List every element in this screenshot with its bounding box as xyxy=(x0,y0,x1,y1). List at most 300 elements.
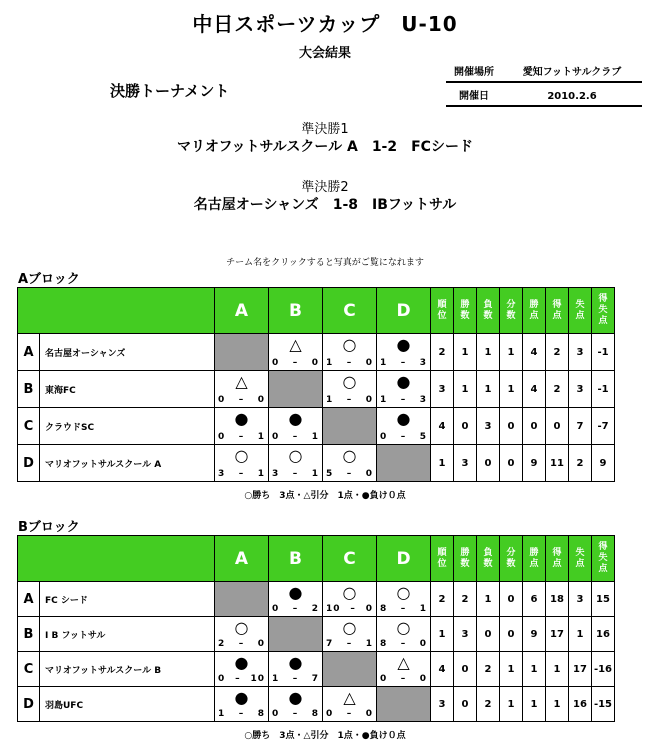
semi2-label: 準決勝2 xyxy=(301,180,349,195)
team-name-link[interactable]: 羽島UFC xyxy=(40,687,215,722)
row-label: D xyxy=(18,445,40,482)
stat-cell: 9 xyxy=(523,445,546,482)
stat-header xyxy=(546,536,569,582)
self-match-cell xyxy=(323,408,377,445)
row-label: D xyxy=(18,687,40,722)
stat-cell: 1 xyxy=(477,334,500,371)
stat-header xyxy=(546,288,569,334)
stat-header xyxy=(569,288,592,334)
team-name-link[interactable]: 東海FC xyxy=(40,371,215,408)
match-cell xyxy=(323,445,377,482)
result-icon: ● xyxy=(288,582,303,602)
col-header: D xyxy=(377,288,431,334)
score-dash: – xyxy=(400,431,407,442)
score-against: 1 xyxy=(311,431,319,442)
score-against: 0 xyxy=(257,638,265,649)
self-match-cell xyxy=(377,687,431,722)
stat-cell: -1 xyxy=(592,334,615,371)
stat-cell: 2 xyxy=(546,371,569,408)
match-cell xyxy=(215,371,269,408)
col-header: D xyxy=(377,536,431,582)
stat-cell: 1 xyxy=(500,687,523,722)
match-result xyxy=(269,688,322,721)
result-icon: ● xyxy=(396,334,411,354)
stat-header xyxy=(523,288,546,334)
result-icon: △ xyxy=(397,652,410,672)
match-score xyxy=(269,604,322,614)
score-for: 8 xyxy=(380,603,388,614)
match-result xyxy=(377,618,430,651)
score-for: 0 xyxy=(272,708,280,719)
stat-header-char: 得 xyxy=(598,294,608,304)
match-score xyxy=(269,358,322,368)
score-for: 0 xyxy=(380,431,388,442)
score-against: 5 xyxy=(419,431,427,442)
header-corner xyxy=(18,536,215,582)
stat-header xyxy=(592,536,615,582)
score-dash: – xyxy=(292,468,299,479)
result-icon: ● xyxy=(288,652,303,672)
match-cell xyxy=(215,408,269,445)
score-for: 0 xyxy=(218,673,226,684)
match-cell xyxy=(269,445,323,482)
header-corner xyxy=(18,288,215,334)
stat-cell: 4 xyxy=(431,652,454,687)
score-against: 0 xyxy=(365,357,373,368)
stat-cell: 9 xyxy=(592,445,615,482)
self-match-cell xyxy=(377,445,431,482)
page-subtitle: 大会結果 xyxy=(298,46,351,61)
match-cell xyxy=(215,445,269,482)
stat-cell: 3 xyxy=(431,371,454,408)
stat-header-char: 失 xyxy=(575,547,585,558)
score-for: 1 xyxy=(218,708,226,719)
stat-cell: 4 xyxy=(431,408,454,445)
score-for: 2 xyxy=(218,638,226,649)
stat-cell: 4 xyxy=(523,334,546,371)
score-against: 8 xyxy=(311,708,319,719)
score-dash: – xyxy=(238,468,245,479)
col-header: C xyxy=(323,288,377,334)
row-label: A xyxy=(18,334,40,371)
stat-cell: 9 xyxy=(523,617,546,652)
stat-header-char: 得 xyxy=(552,547,562,558)
result-icon: ○ xyxy=(396,582,411,602)
score-dash: – xyxy=(346,357,353,368)
team-row xyxy=(18,408,615,445)
match-score xyxy=(269,432,322,442)
header-row xyxy=(18,536,615,582)
stat-header-char: 数 xyxy=(483,558,493,569)
header-row xyxy=(18,288,615,334)
team-row xyxy=(18,687,615,722)
stat-header-char: 数 xyxy=(483,310,493,321)
match-result xyxy=(269,409,322,444)
stat-header-char: 数 xyxy=(506,310,516,321)
score-dash: – xyxy=(400,357,407,368)
match-result xyxy=(323,583,376,616)
stat-cell: 2 xyxy=(431,582,454,617)
row-label: C xyxy=(18,652,40,687)
stat-cell: 1 xyxy=(431,617,454,652)
score-dash: – xyxy=(238,431,245,442)
match-score xyxy=(377,639,430,649)
stat-header xyxy=(431,536,454,582)
team-row xyxy=(18,334,615,371)
row-label: A xyxy=(18,582,40,617)
score-for: 5 xyxy=(326,468,334,479)
match-score xyxy=(323,395,376,405)
stat-header-char: 勝 xyxy=(460,547,470,558)
score-against: 1 xyxy=(257,431,265,442)
stat-header-char: 得 xyxy=(598,542,608,552)
result-icon: ○ xyxy=(288,445,303,465)
score-for: 0 xyxy=(218,394,226,405)
match-score xyxy=(377,604,430,614)
score-for: 0 xyxy=(272,603,280,614)
stat-header-char: 勝 xyxy=(529,547,539,558)
stat-cell: 0 xyxy=(454,652,477,687)
result-icon: ○ xyxy=(342,617,357,637)
stat-header-char: 負 xyxy=(483,547,493,558)
match-cell xyxy=(269,408,323,445)
stat-cell: 0 xyxy=(500,617,523,652)
stat-cell: 3 xyxy=(431,687,454,722)
stat-cell: 0 xyxy=(546,408,569,445)
col-header: A xyxy=(215,288,269,334)
match-score xyxy=(269,709,322,719)
match-score xyxy=(215,674,268,684)
stat-header-char: 順 xyxy=(437,299,447,310)
stat-header-char: 失 xyxy=(598,553,608,563)
score-dash: – xyxy=(238,394,245,405)
stat-header xyxy=(477,288,500,334)
match-cell xyxy=(269,334,323,371)
row-label: B xyxy=(18,617,40,652)
stat-header-char: 点 xyxy=(552,310,562,321)
result-icon: △ xyxy=(235,371,248,391)
score-for: 0 xyxy=(272,357,280,368)
score-dash: – xyxy=(292,673,299,684)
score-for: 7 xyxy=(326,638,334,649)
stat-cell: 2 xyxy=(454,582,477,617)
match-score xyxy=(215,432,268,442)
block-b-title: Bブロック xyxy=(18,520,80,535)
team-name-link[interactable]: クラウドSC xyxy=(40,408,215,445)
result-icon: ○ xyxy=(234,617,249,637)
score-dash: – xyxy=(346,708,353,719)
result-icon: ● xyxy=(234,408,249,428)
result-icon: ● xyxy=(288,408,303,428)
stat-cell: 0 xyxy=(523,408,546,445)
match-cell xyxy=(323,371,377,408)
stat-header-char: 得 xyxy=(552,299,562,310)
score-against: 8 xyxy=(257,708,265,719)
match-score xyxy=(377,674,430,684)
stat-header-char: 数 xyxy=(460,558,470,569)
score-against: 0 xyxy=(365,468,373,479)
match-cell xyxy=(377,652,431,687)
match-cell xyxy=(215,617,269,652)
score-against: 1 xyxy=(257,468,265,479)
stat-header-char: 点 xyxy=(529,558,539,569)
result-icon: ○ xyxy=(342,445,357,465)
match-result xyxy=(269,583,322,616)
block-a-legend: ○勝ち 3点・△引分 1点・●負け０点 xyxy=(244,491,406,501)
score-for: 1 xyxy=(326,394,334,405)
score-for: 1 xyxy=(380,394,388,405)
stat-cell: 1 xyxy=(454,334,477,371)
match-cell xyxy=(215,652,269,687)
score-against: 0 xyxy=(365,394,373,405)
score-dash: – xyxy=(292,603,299,614)
result-icon: ○ xyxy=(396,617,411,637)
block-a-table xyxy=(17,287,615,482)
stat-header-char: 点 xyxy=(575,310,585,321)
match-score xyxy=(269,469,322,479)
venue-row xyxy=(446,64,642,83)
match-cell xyxy=(377,582,431,617)
team-name-link[interactable]: I B フットサル xyxy=(40,617,215,652)
score-against: 2 xyxy=(311,603,319,614)
match-result xyxy=(323,618,376,651)
score-dash: – xyxy=(400,673,407,684)
score-for: 1 xyxy=(272,673,280,684)
team-name-link[interactable]: FC シード xyxy=(40,582,215,617)
match-result xyxy=(269,335,322,370)
team-row xyxy=(18,652,615,687)
match-result xyxy=(215,688,268,721)
match-result xyxy=(269,446,322,481)
team-row xyxy=(18,582,615,617)
stat-cell: 0 xyxy=(477,617,500,652)
score-for: 0 xyxy=(380,673,388,684)
team-name-link[interactable]: 名古屋オーシャンズ xyxy=(40,334,215,371)
score-against: 1 xyxy=(311,468,319,479)
match-cell xyxy=(377,408,431,445)
stat-header xyxy=(500,288,523,334)
stat-cell: 1 xyxy=(500,371,523,408)
stat-cell: 0 xyxy=(500,408,523,445)
row-label: B xyxy=(18,371,40,408)
match-result xyxy=(323,446,376,481)
match-score xyxy=(323,358,376,368)
score-dash: – xyxy=(238,708,245,719)
team-row xyxy=(18,371,615,408)
match-cell xyxy=(269,687,323,722)
result-icon: ● xyxy=(396,408,411,428)
stat-cell: 0 xyxy=(477,445,500,482)
photo-note: チーム名をクリックすると写真がご覧になれます xyxy=(226,258,424,268)
match-score xyxy=(215,639,268,649)
stat-header xyxy=(569,536,592,582)
match-score xyxy=(215,469,268,479)
col-header: B xyxy=(269,536,323,582)
stat-header xyxy=(431,288,454,334)
result-icon: ○ xyxy=(234,445,249,465)
score-dash: – xyxy=(346,468,353,479)
team-name-link[interactable]: マリオフットサルスクール A xyxy=(40,445,215,482)
score-against: 0 xyxy=(311,357,319,368)
result-icon: △ xyxy=(289,334,302,354)
stat-header-char: 分 xyxy=(506,299,516,310)
stat-header-char: 分 xyxy=(506,547,516,558)
score-for: 1 xyxy=(326,357,334,368)
stat-header xyxy=(500,536,523,582)
score-dash: – xyxy=(350,603,356,614)
stat-header-char: 点 xyxy=(529,310,539,321)
match-result xyxy=(215,372,268,407)
result-icon: ○ xyxy=(342,334,357,354)
score-dash: – xyxy=(346,394,353,405)
score-for: 10 xyxy=(326,603,341,614)
date-label: 開催日 xyxy=(459,91,489,102)
semi2-result: 名古屋オーシャンズ 1-8 IBフットサル xyxy=(193,197,457,213)
stat-header-char: 数 xyxy=(506,558,516,569)
score-dash: – xyxy=(292,708,299,719)
stat-cell: 11 xyxy=(546,445,569,482)
stat-cell: 0 xyxy=(500,582,523,617)
match-cell xyxy=(215,687,269,722)
self-match-cell xyxy=(215,582,269,617)
stat-cell: 17 xyxy=(569,652,592,687)
stat-cell: 16 xyxy=(569,687,592,722)
match-result xyxy=(323,688,376,721)
score-for: 1 xyxy=(380,357,388,368)
stat-cell: 0 xyxy=(454,687,477,722)
stat-cell: -7 xyxy=(592,408,615,445)
result-icon: ● xyxy=(288,687,303,707)
stat-cell: 0 xyxy=(500,445,523,482)
stat-cell: 1 xyxy=(546,687,569,722)
match-cell xyxy=(323,617,377,652)
stat-header-char: 点 xyxy=(598,564,608,574)
score-against: 1 xyxy=(419,603,427,614)
stat-cell: 3 xyxy=(454,617,477,652)
stat-header xyxy=(592,288,615,334)
match-cell xyxy=(323,687,377,722)
score-for: 0 xyxy=(326,708,334,719)
result-icon: ● xyxy=(234,687,249,707)
stat-cell: 1 xyxy=(431,445,454,482)
match-cell xyxy=(323,582,377,617)
score-for: 8 xyxy=(380,638,388,649)
match-cell xyxy=(377,334,431,371)
score-for: 3 xyxy=(272,468,280,479)
score-dash: – xyxy=(400,638,407,649)
stat-cell: 1 xyxy=(454,371,477,408)
score-against: 3 xyxy=(419,357,427,368)
self-match-cell xyxy=(269,371,323,408)
stat-cell: 2 xyxy=(477,687,500,722)
stat-header-char: 順 xyxy=(437,547,447,558)
stat-header-char: 数 xyxy=(460,310,470,321)
result-icon: △ xyxy=(343,687,356,707)
stat-cell: 1 xyxy=(523,652,546,687)
col-header: A xyxy=(215,536,269,582)
stat-cell: 1 xyxy=(477,582,500,617)
match-result xyxy=(377,335,430,370)
tournament-title: 決勝トーナメント xyxy=(110,82,230,100)
team-row xyxy=(18,445,615,482)
score-dash: – xyxy=(292,357,299,368)
score-for: 0 xyxy=(218,431,226,442)
stat-cell: 1 xyxy=(523,687,546,722)
result-icon: ● xyxy=(396,371,411,391)
stat-cell: 3 xyxy=(569,334,592,371)
match-result xyxy=(215,618,268,651)
match-result xyxy=(377,409,430,444)
stat-cell: 3 xyxy=(569,371,592,408)
stat-cell: 2 xyxy=(477,652,500,687)
block-b-legend: ○勝ち 3点・△引分 1点・●負け０点 xyxy=(244,731,406,741)
match-result xyxy=(377,583,430,616)
score-against: 0 xyxy=(365,603,373,614)
stat-cell: 1 xyxy=(477,371,500,408)
score-dash: – xyxy=(235,673,241,684)
score-dash: – xyxy=(400,394,407,405)
match-result xyxy=(269,653,322,686)
stat-cell: -15 xyxy=(592,687,615,722)
team-name-link[interactable]: マリオフットサルスクール B xyxy=(40,652,215,687)
date-row xyxy=(446,88,642,107)
stat-cell: 4 xyxy=(523,371,546,408)
team-row xyxy=(18,617,615,652)
self-match-cell xyxy=(269,617,323,652)
score-dash: – xyxy=(346,638,353,649)
self-match-cell xyxy=(323,652,377,687)
block-b-table xyxy=(17,535,615,722)
stat-cell: -16 xyxy=(592,652,615,687)
venue-value: 愛知フットサルクラブ xyxy=(522,67,622,78)
col-header: B xyxy=(269,288,323,334)
stat-cell: 1 xyxy=(546,652,569,687)
stat-header xyxy=(454,536,477,582)
match-score xyxy=(377,358,430,368)
stat-header-char: 位 xyxy=(437,558,447,569)
match-score xyxy=(323,709,376,719)
stat-cell: 18 xyxy=(546,582,569,617)
score-against: 0 xyxy=(257,394,265,405)
stat-cell: 3 xyxy=(454,445,477,482)
match-result xyxy=(377,653,430,686)
venue-label: 開催場所 xyxy=(454,67,494,78)
col-header: C xyxy=(323,536,377,582)
score-against: 0 xyxy=(365,708,373,719)
match-score xyxy=(377,395,430,405)
score-against: 1 xyxy=(365,638,373,649)
stat-cell: 3 xyxy=(477,408,500,445)
match-cell xyxy=(377,617,431,652)
stat-header xyxy=(454,288,477,334)
stat-cell: 7 xyxy=(569,408,592,445)
match-result xyxy=(215,409,268,444)
date-value: 2010.2.6 xyxy=(547,91,597,102)
score-against: 0 xyxy=(419,673,427,684)
score-against: 0 xyxy=(419,638,427,649)
row-label: C xyxy=(18,408,40,445)
stat-cell: 1 xyxy=(500,334,523,371)
stat-cell: 1 xyxy=(500,652,523,687)
match-result xyxy=(323,372,376,407)
score-against: 7 xyxy=(311,673,319,684)
match-score xyxy=(323,469,376,479)
semi1-result: マリオフットサルスクール A 1-2 FCシード xyxy=(177,139,473,155)
stat-header-char: 失 xyxy=(575,299,585,310)
self-match-cell xyxy=(215,334,269,371)
match-score xyxy=(269,674,322,684)
stat-cell: 0 xyxy=(454,408,477,445)
